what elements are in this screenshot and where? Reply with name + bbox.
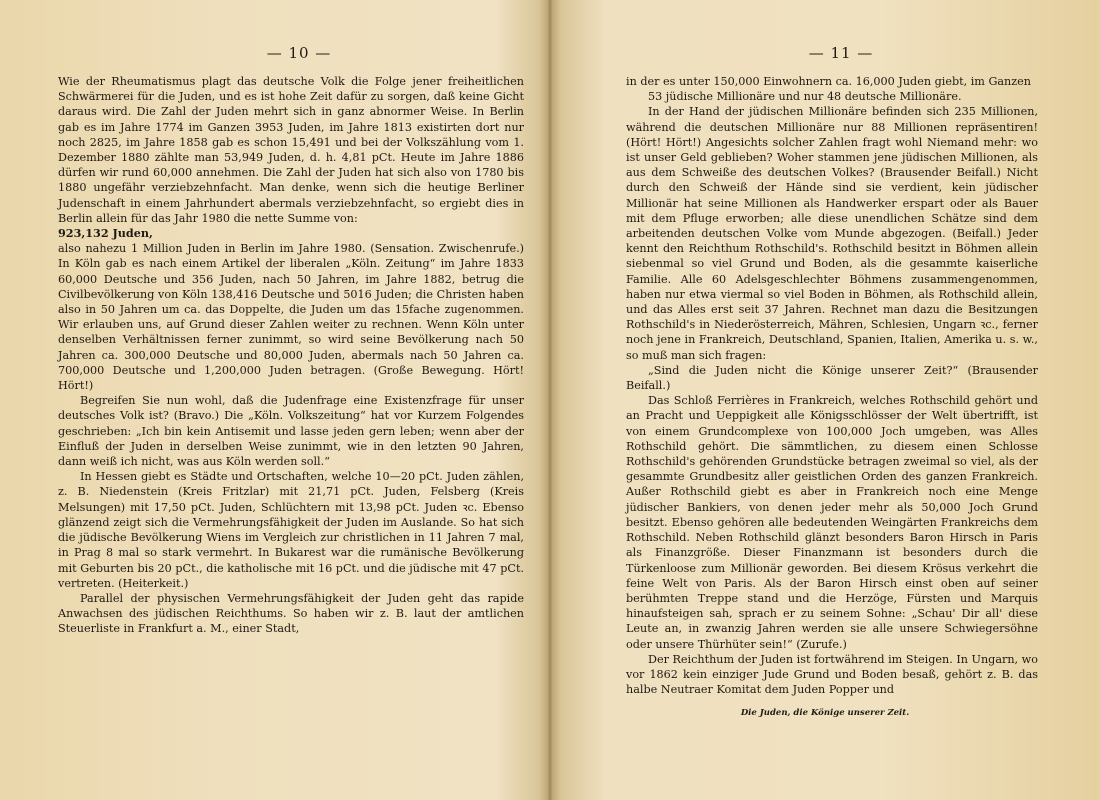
page-text [58, 74, 524, 637]
headline-number: 923,132 Juden, [58, 226, 153, 241]
page-number: — 10 — [266, 44, 332, 62]
paragraph: In der Hand der jüdischen Millionäre befinden sich 235 Millionen, während die deutschen Millionäre nur 88 Millionen repräsentiren! (Hört! Hört!) Angesichts solcher Zahlen fragt wohl Niemand mehr: wo ist unser Geld geblieben? Woher stammen jene jüdischen Millionen, als aus dem Schweiße des deutschen Volkes? (Brausender Beifall.) Nicht durch den Schweiß der Hände sind sie verdient, kein jüdischer Millionär hat seine Millionen als Handwerker erspart oder als Bauer mit dem Pfluge erworben; alle diese unendlichen Schätze sind dem arbeitenden deutschen Volke vom Munde abgezogen. (Beifall.) Jeder kennt den Reichthum Rothschild's. Rothschild besitzt in Böhmen allein siebenmal so viel Grund und Boden, als die gesammte kaiserliche Familie. Alle 60 Adelsgeschlechter Böhmens zusammengenommen, haben nur etwa viermal so viel Boden in Böhmen, als Rothschild allein, und das Alles erst seit 37 Jahren. Rechnet man dazu die Besitzungen Rothschild's in Niederösterreich, Mähren, Schlesien, Ungarn ꝛc., ferner noch jene in Frankreich, Deutschland, Spanien, Italien, Amerika u. s. w., so muß man sich fragen: [626, 105, 1038, 362]
page-number: — 11 — [808, 44, 874, 62]
paragraph: Der Reichthum der Juden ist fortwährend im Steigen. In Ungarn, wo vor 1862 kein einziger Jude Grund und Boden besaß, gehört z. B. das halbe Neutraer Komitat dem Juden Popper und [626, 652, 1038, 697]
paragraph: In Hessen giebt es Städte und Ortschaften, welche 10—20 pCt. Juden zählen, z. B. Niedenstein (Kreis Fritzlar) mit 21,71 pCt. Juden, Felsberg (Kreis Melsungen) mit 17,50 pCt. Juden, Schlüchtern mit 13,98 pCt. Juden ꝛc. Ebenso glänzend zeigt sich die Vermehrungsfähigkeit der Juden im Auslande. So hat sich die jüdische Bevölkerung Wiens im Vergleich zur christlichen in 11 Jahren 7 mal, in Prag 8 mal so stark vermehrt. In Bukarest war die rumänische Bevölkerung mit Geburten bis 20 pCt., die katholische mit 16 pCt. und die jüdische mit 47 pCt. vertreten. (Heiterkeit.) [58, 470, 524, 590]
paragraph: in der es unter 150,000 Einwohnern ca. 16,000 Juden giebt, im Ganzen [626, 75, 1031, 88]
right-page [550, 0, 1100, 800]
paragraph: 53 jüdische Millionäre und nur 48 deutsche Millionäre. [648, 90, 962, 104]
paragraph: Begreifen Sie nun wohl, daß die Judenfrage eine Existenzfrage für unser deutsches Volk ist? (Bravo.) Die „Köln. Volkszeitung“ hat vor Kurzem Folgendes geschrieben: „Ich bin kein Antisemit und lasse jeden gern leben; wenn aber der Einfluß der Juden in derselben Weise zunimmt, wie in den letzten 90 Jahren, dann weiß ich nicht, was aus Köln werden soll.“ [58, 394, 524, 469]
paragraph: „Sind die Juden nicht die Könige unserer Zeit?“ (Brausender Beifall.) [626, 363, 1038, 393]
page-footer: Die Juden, die Könige unserer Zeit. [740, 708, 910, 718]
paragraph: also nahezu 1 Million Juden in Berlin im Jahre 1980. (Sensation. Zwischenrufe.) In Köln gab es nach einem Artikel der liberalen „Köln. Zeitung“ im Jahre 1833 60,000 Deutsche und 356 Juden, nach 50 Jahren, im Jahre 1882, betrug die Civilbevölkerung von Köln 138,416 Deutsche und 5016 Juden; die Christen haben also in 50 Jahren um ca. das Doppelte, die Juden um das 15fache zugenommen. Wir erlauben uns, auf Grund dieser Zahlen weiter zu rechnen. Wenn Köln unter denselben Verhältnissen ferner zunimmt, so wird seine Bevölkerung nach 50 Jahren ca. 300,000 Deutsche und 80,000 Juden, abermals nach 50 Jahren ca. 700,000 Deutsche und 1,200,000 Juden betragen. (Große Bewegung. Hört! Hört!) [58, 242, 524, 393]
paragraph: Wie der Rheumatismus plagt das deutsche Volk die Folge jener freiheitlichen Schwärmerei für die Juden, und es ist hohe Zeit dafür zu sorgen, daß keine Gicht daraus wird. Die Zahl der Juden mehrt sich in ganz abnormer Weise. In Berlin gab es im Jahre 1774 im Ganzen 3953 Juden, im Jahre 1813 existirten dort nur noch 2825, im Jahre 1858 gab es schon 15,491 und bei der Volkszählung vom 1. Dezember 1880 zählte man 53,949 Juden, d. h. 4,81 pCt. Heute im Jahre 1886 dürfen wir rund 60,000 annehmen. Die Zahl der Juden hat sich also von 1780 bis 1880 ungefähr verziebzehnfacht. Man denke, wenn sich die heutige Berliner Judenschaft in einem Jahrhundert abermals verziebzehnfacht, so ergiebt dies in Berlin allein für das Jahr 1980 die nette Summe von: [58, 75, 524, 225]
paragraph: Parallel der physischen Vermehrungsfähigkeit der Juden geht das rapide Anwachsen des jüdischen Reichthums. So haben wir z. B. laut der amtlichen Steuerliste in Frankfurt a. M., einer Stadt, [58, 591, 524, 636]
paragraph: Das Schloß Ferrières in Frankreich, welches Rothschild gehört und an Pracht und Ueppigkeit alle Königsschlösser der Welt übertrifft, ist von einem Grundcomplexe von 100,000 Joch umgeben, was Alles Rothschild gehört. Die sämmtlichen, zu diesem einen Schlosse Rothschild's gehörenden Grundstücke betragen zweimal so viel, als der gesammte Grundbesitz aller geistlichen Orden des ganzen Frankreich. Außer Rothschild giebt es aber in Frankreich noch eine Menge jüdischer Bankiers, von denen jeder mehr als 50,000 Joch Grund besitzt. Ebenso gehören alle bedeutenden Weingärten Frankreichs dem Rothschild. Neben Rothschild glänzt besonders Baron Hirsch in Paris als Finanzgröße. Dieser Finanzmann ist besonders durch die Türkenloose zum Millionär geworden. Bei diesem Krösus verkehrt die feine Welt von Paris. Als der Baron Hirsch einst oben auf seiner berühmten Treppe stand und die Herzöge, Fürsten und Marquis hinaufsteigen sah, sprach er zu seinem Sohne: „Schau' Dir all' diese Leute an, in zwanzig Jahren werden sie alle unsere Schwiegersöhne oder unsere Thürhüter sein!“ (Zurufe.) [626, 394, 1038, 651]
page-text [626, 74, 1038, 697]
